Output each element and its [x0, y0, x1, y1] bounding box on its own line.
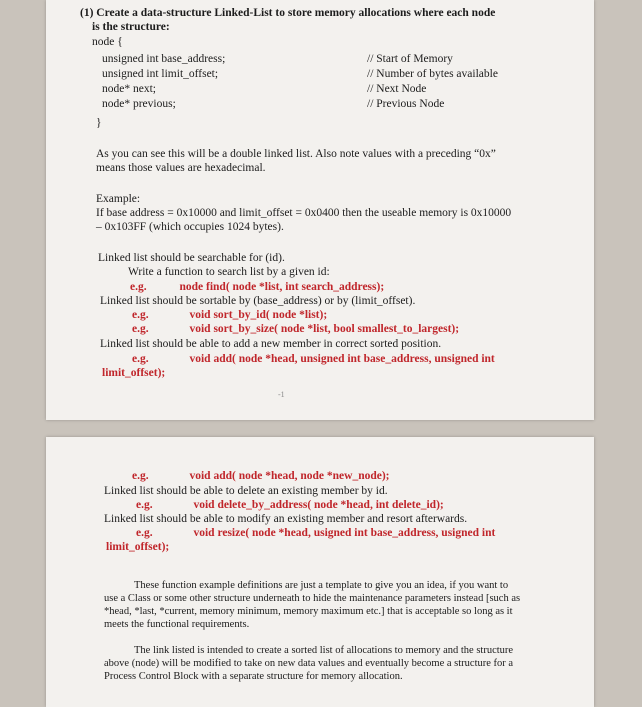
resize-example	[136, 526, 495, 540]
example-marker: e.g.	[130, 281, 147, 293]
sort-id-signature: void sort_by_id( node *list);	[189, 309, 328, 321]
example-marker: e.g.	[132, 353, 149, 365]
example-marker: e.g.	[132, 309, 149, 321]
add-signature: void add( node *head, unsigned int base_address, unsigned int	[189, 353, 495, 365]
task-heading-cont: is the structure:	[92, 21, 170, 33]
field-declaration: node* next;	[102, 83, 156, 95]
sortable-requirement: Linked list should be sortable by (base_address) or by (limit_offset).	[100, 295, 416, 307]
example-marker: e.g.	[136, 527, 153, 539]
add-node-example	[132, 469, 390, 483]
struct-open: node {	[92, 36, 123, 48]
struct-field	[102, 97, 445, 111]
modify-requirement: Linked list should be able to modify an existing member and resort afterwards.	[104, 513, 468, 525]
delete-example	[136, 498, 444, 512]
template-paragraph: These function example definitions are just a template to give you an idea, if you want to use a Class or some other structure underneath to hide the maintenance parameters instead [such as *head, *last, *current, memory minimum, memory maximum etc.] that is acceptable so long as it meets the functional requirements.	[104, 580, 521, 630]
sort-size-example	[132, 322, 459, 336]
field-declaration: node* previous;	[102, 98, 176, 110]
example-label: Example:	[96, 193, 141, 205]
delete-requirement: Linked list should be able to delete an existing member by id.	[104, 485, 388, 497]
add-example	[132, 352, 495, 366]
document-page-1	[46, 0, 594, 420]
struct-field	[102, 52, 453, 66]
field-declaration: unsigned int limit_offset;	[102, 68, 219, 80]
find-example	[130, 280, 384, 294]
search-instruction: Write a function to search list by a given id:	[128, 266, 330, 278]
sort-size-signature: void sort_by_size( node *list, bool smallest_to_largest);	[189, 323, 460, 335]
delete-signature: void delete_by_address( node *head, int delete_id);	[193, 499, 444, 511]
add-requirement: Linked list should be able to add a new member in correct sorted position.	[100, 338, 442, 350]
task-heading: (1) Create a data-structure Linked-List to store memory allocations where each node	[80, 7, 496, 19]
example-text: If base address = 0x10000 and limit_offset = 0x0400 then the useable memory is 0x10000	[96, 207, 512, 219]
linked-list-purpose-paragraph: The link listed is intended to create a sorted list of allocations to memory and the structure above (node) will be modified to take on new data values and eventually become a structure for a Process Control Block with a separate structure for memory allocation.	[104, 645, 514, 682]
struct-field	[102, 67, 498, 81]
find-signature: node find( node *list, int search_address);	[179, 281, 385, 293]
example-marker: e.g.	[136, 499, 153, 511]
double-list-note-cont: means those values are hexadecimal.	[96, 162, 266, 174]
field-comment: // Start of Memory	[367, 53, 453, 65]
struct-field	[102, 82, 427, 96]
struct-close: }	[96, 117, 102, 129]
double-list-note: As you can see this will be a double linked list. Also note values with a preceding “0x”	[96, 148, 496, 160]
resize-signature: void resize( node *head, usigned int base_address, usigned int	[193, 527, 496, 539]
add-node-signature: void add( node *head, node *new_node);	[189, 470, 390, 482]
resize-signature-cont: limit_offset);	[106, 541, 170, 553]
example-marker: e.g.	[132, 323, 149, 335]
example-marker: e.g.	[132, 470, 149, 482]
field-declaration: unsigned int base_address;	[102, 53, 226, 65]
page-number: -1	[278, 390, 285, 399]
searchable-requirement: Linked list should be searchable for (id).	[98, 252, 285, 264]
sort-id-example	[132, 308, 327, 322]
field-comment: // Next Node	[367, 83, 427, 95]
add-signature-cont: limit_offset);	[102, 367, 166, 379]
example-text-cont: – 0x103FF (which occupies 1024 bytes).	[96, 221, 284, 233]
field-comment: // Previous Node	[367, 98, 445, 110]
document-page-2	[46, 437, 594, 707]
field-comment: // Number of bytes available	[367, 68, 498, 80]
